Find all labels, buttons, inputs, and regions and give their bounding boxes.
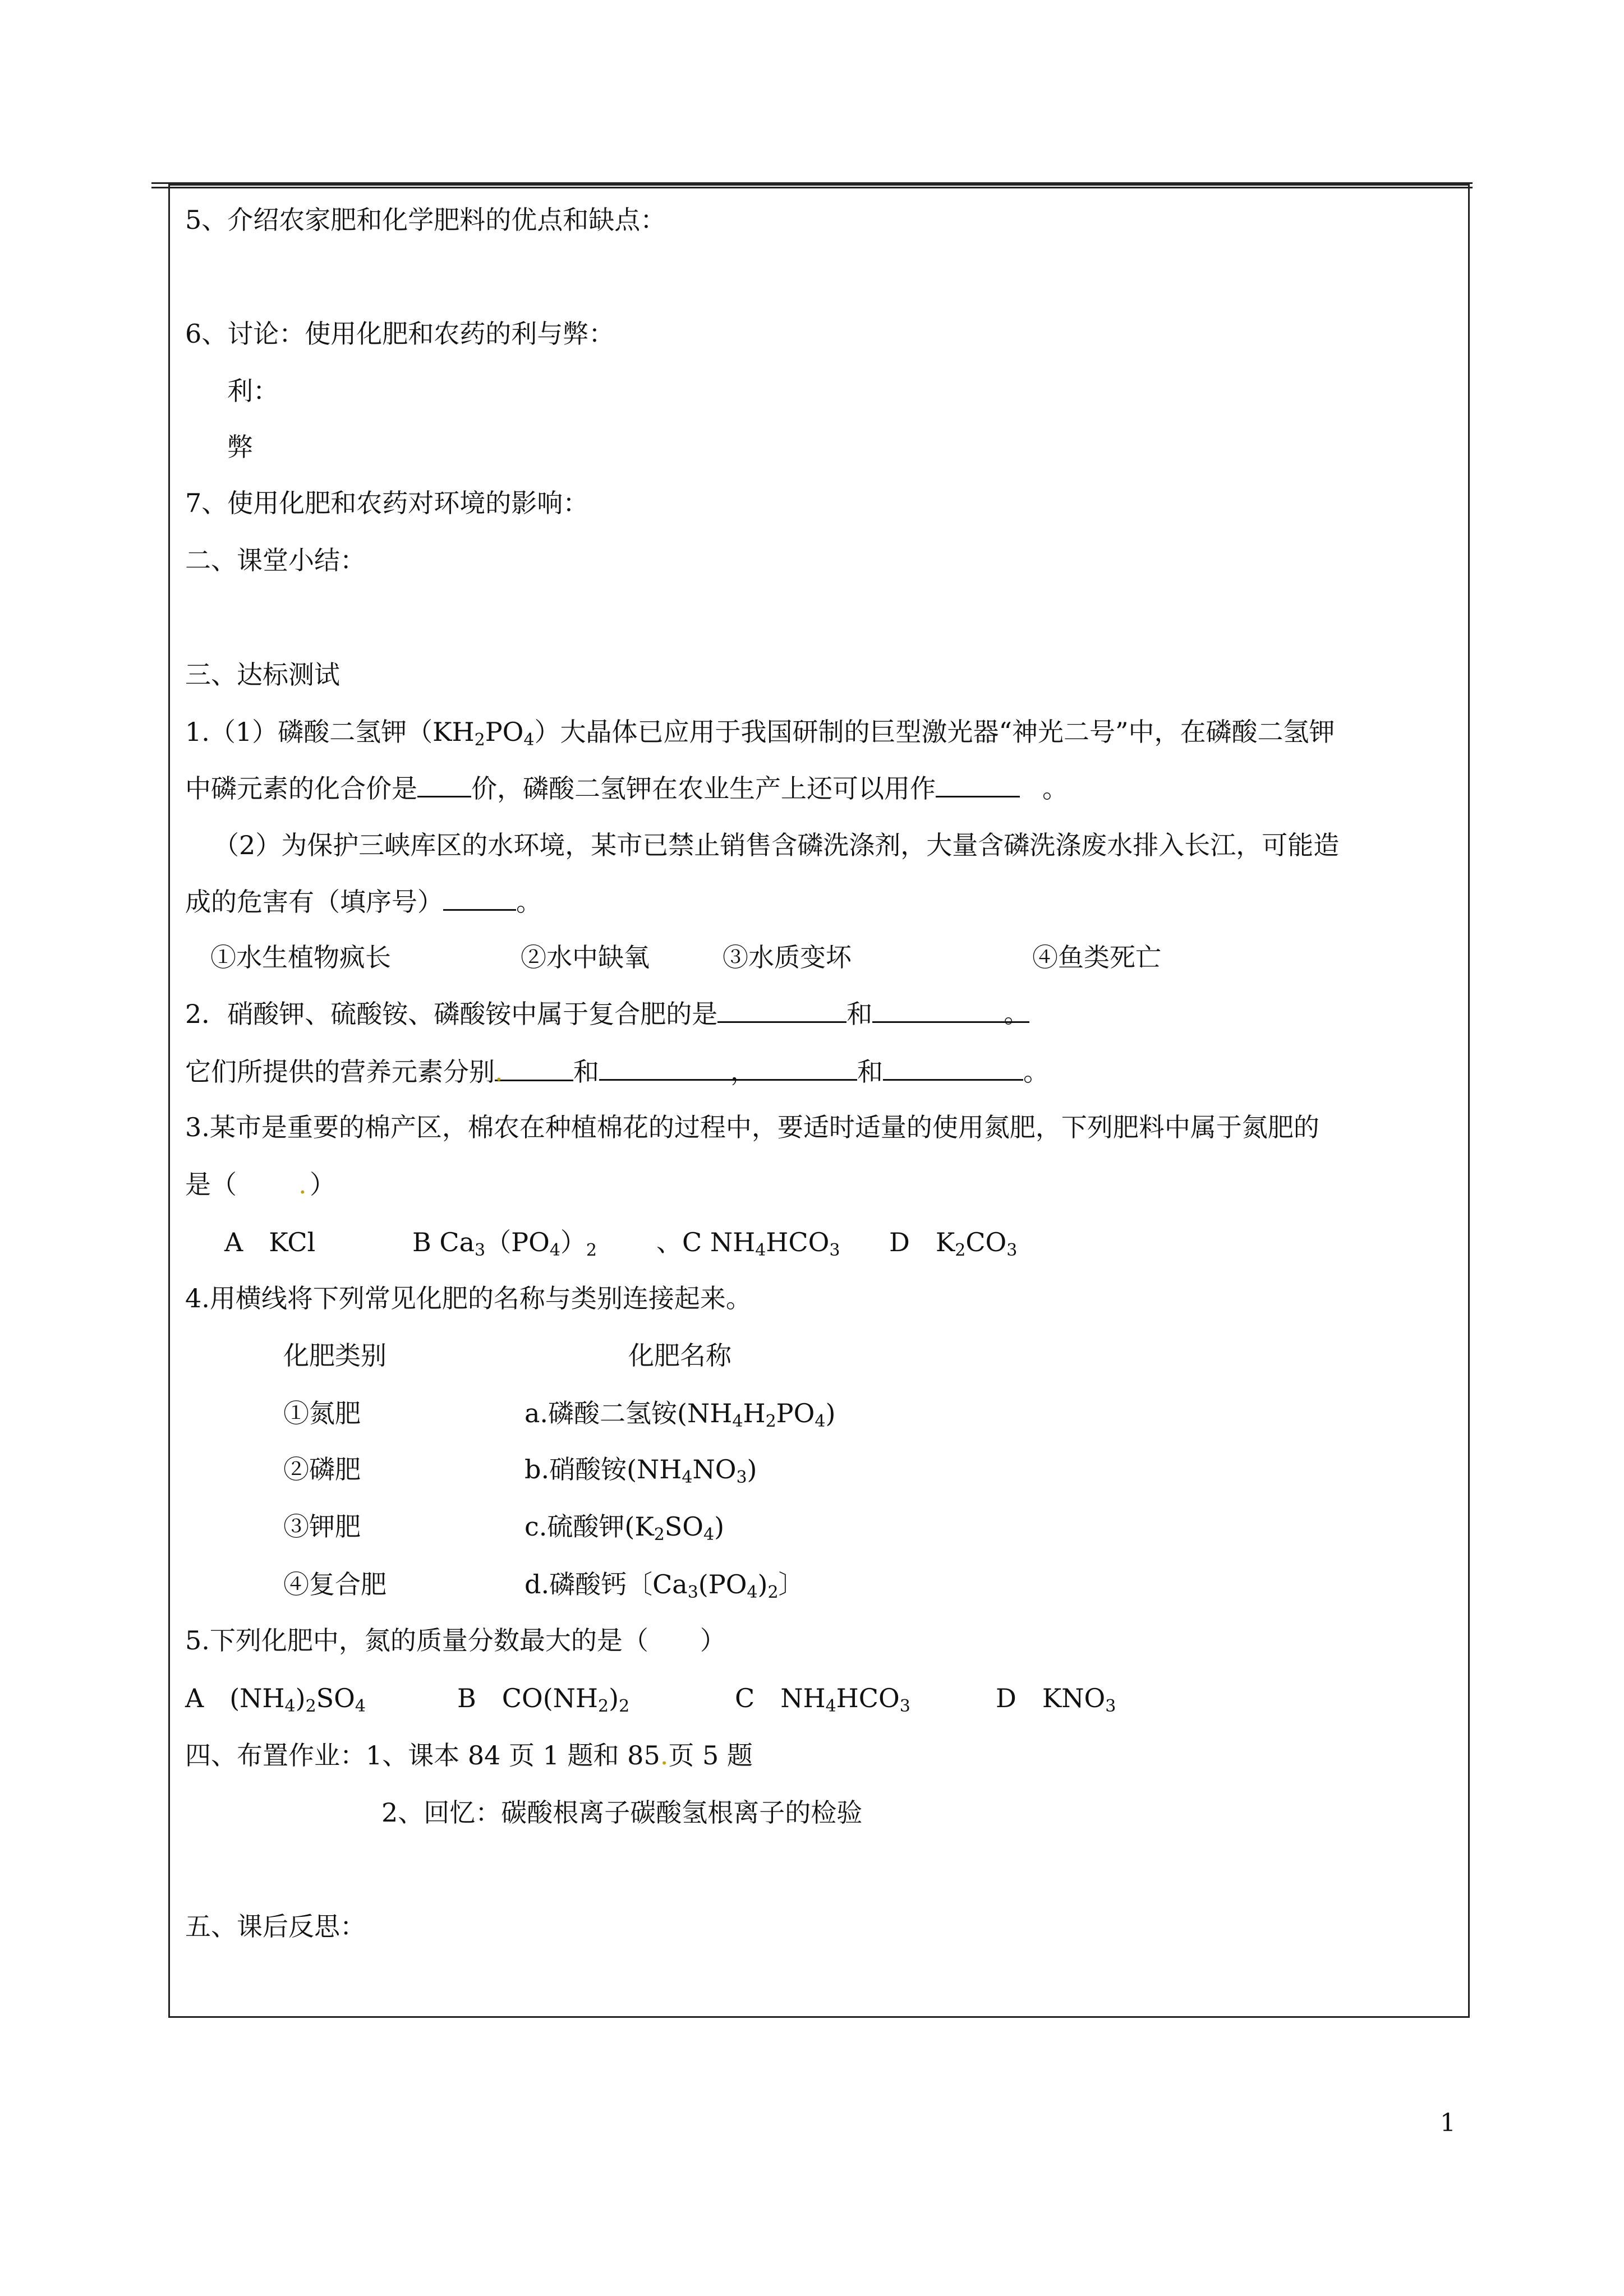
- test-2-line-1: 2．硝酸钾、硫酸铵、磷酸铵中属于复合肥的是 和 。: [185, 997, 1029, 1030]
- test-1-option-4: ④鱼类死亡: [1032, 942, 1161, 972]
- question-7: 7、使用化肥和农药对环境的影响：: [185, 488, 589, 518]
- homework-item-2: 2、回忆：碳酸根离子碳酸氢根离子的检验: [381, 1797, 863, 1828]
- test-3-option-c: 、C $NH_4HCO_3$: [656, 1227, 840, 1260]
- test-2-line-2: 它们所提供的营养元素分别. 和 ， 和 。: [185, 1054, 1049, 1088]
- test-5-line-1: 5.下列化肥中，氮的质量分数最大的是（ ）: [185, 1625, 726, 1656]
- test-1-option-1: ①水生植物疯长: [210, 942, 391, 972]
- answer-blank[interactable]: 。: [872, 997, 1029, 1023]
- test-3-option-a: A KCl: [224, 1227, 316, 1257]
- section-test: 三、达标测试: [185, 660, 340, 690]
- cons-label: 弊: [227, 432, 253, 462]
- test-1-line-2: 中磷元素的化合价是 价，磷酸二氢钾在农业生产上还可以用作 。: [185, 771, 1068, 805]
- test-1-option-3: ③水质变坏: [723, 942, 852, 972]
- test-1-option-2: ②水中缺氧: [521, 942, 650, 972]
- answer-blank[interactable]: [443, 884, 516, 911]
- section-reflection: 五、课后反思：: [185, 1911, 366, 1942]
- question-5: 5、介绍农家肥和化学肥料的优点和缺点：: [185, 205, 666, 235]
- answer-blank[interactable]: ，: [599, 1054, 756, 1081]
- section-homework: 四、布置作业：1、课本 84 页 1 题和 85.页 5 题: [185, 1740, 753, 1771]
- test-4-name-d: d.磷酸钙〔$Ca_3(PO_4)_2$〕: [525, 1569, 804, 1602]
- test-1-line-3: （2）为保护三峡库区的水环境，某市已禁止销售含磷洗涤剂，大量含磷洗涤废水排入长江，可能造: [213, 830, 1340, 860]
- answer-blank[interactable]: [717, 997, 846, 1023]
- test-4-category-4: ④复合肥: [283, 1569, 387, 1599]
- answer-blank[interactable]: [936, 771, 1020, 797]
- test-5-option-d: D $KNO_3$: [996, 1683, 1116, 1716]
- test-4-category-2: ②磷肥: [283, 1454, 361, 1484]
- answer-blank[interactable]: [883, 1054, 1023, 1081]
- test-4-name-b: b.硝酸铵$(NH_4NO_3)$: [525, 1454, 757, 1487]
- test-4-category-1: ①氮肥: [283, 1398, 361, 1428]
- answer-blank[interactable]: [417, 771, 471, 797]
- test-1-line-4: 成的危害有（填序号） 。: [185, 884, 542, 918]
- test-3-option-b: B $Ca_3(PO_4)_2$: [412, 1227, 597, 1260]
- test-4-header-name: 化肥名称: [628, 1340, 732, 1371]
- test-3-line-2: 是（ . ）: [185, 1169, 335, 1200]
- question-6: 6、讨论：使用化肥和农药的利与弊：: [185, 319, 615, 349]
- test-4-name-a: a.磷酸二氢铵$(NH_4H_2PO_4)$: [525, 1398, 836, 1431]
- test-4-header-category: 化肥类别: [283, 1340, 387, 1371]
- test-1-line-1: 1.（1）磷酸二氢钾$(KH_2PO_4)$大晶体已应用于我国研制的巨型激光器“神光二号”中，在磷酸二氢钾: [185, 717, 1335, 750]
- section-summary: 二、课堂小结：: [185, 545, 366, 575]
- answer-blank[interactable]: [756, 1054, 857, 1081]
- pros-label: 利：: [227, 376, 279, 406]
- test-3-option-d: D $K_2CO_3$: [889, 1227, 1018, 1260]
- test-5-option-c: C $NH_4HCO_3$: [735, 1683, 910, 1716]
- test-5-option-b: B $CO(NH_2)_2$: [457, 1683, 630, 1716]
- page-number: 1: [1440, 2109, 1456, 2137]
- test-5-option-a: A $(NH_4)_2SO_4$: [185, 1683, 366, 1716]
- mark-dot: .: [495, 1057, 503, 1087]
- test-4-name-c: c.硫酸钾$(K_2SO_4)$: [525, 1511, 725, 1545]
- test-4-category-3: ③钾肥: [283, 1511, 361, 1542]
- test-4-line-1: 4.用横线将下列常见化肥的名称与类别连接起来。: [185, 1283, 752, 1313]
- test-3-line-1: 3.某市是重要的棉产区，棉农在种植棉花的过程中，要适时适量的使用氮肥，下列肥料中属于氮肥的: [185, 1112, 1319, 1142]
- answer-blank[interactable]: [495, 1055, 573, 1087]
